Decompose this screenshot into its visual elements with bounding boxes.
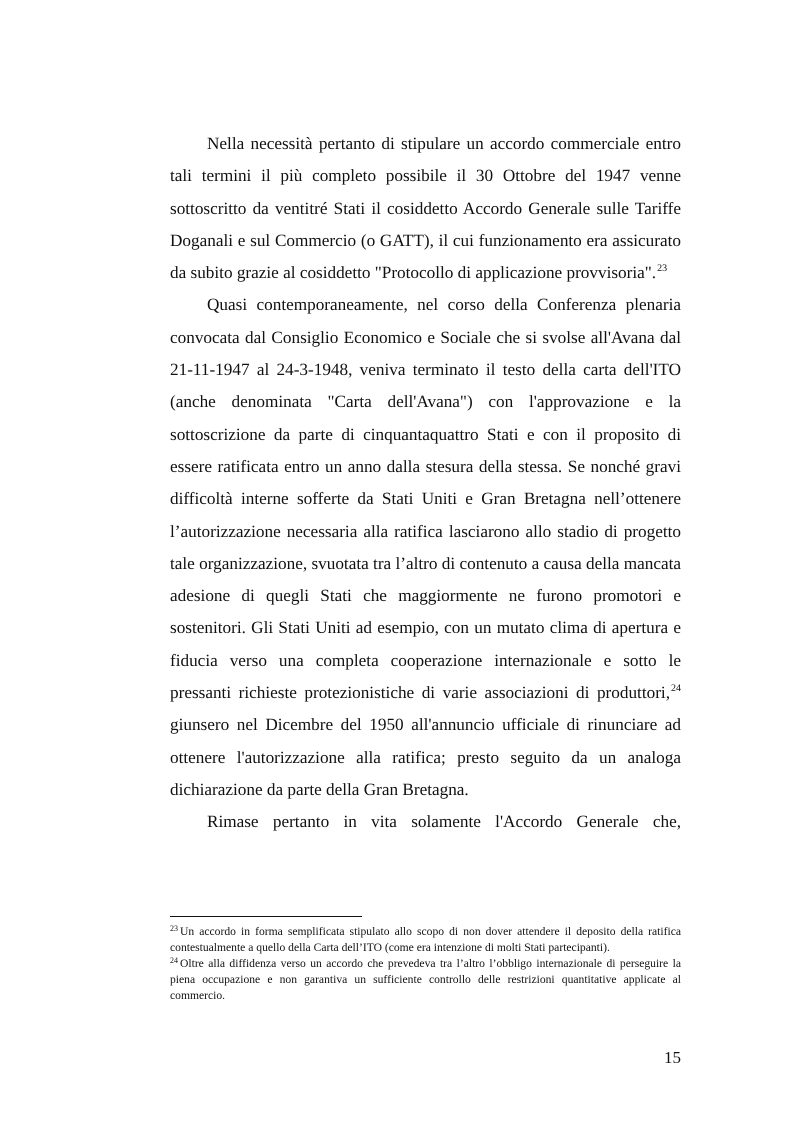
footnote-separator	[170, 916, 362, 917]
paragraph-gatt	[170, 128, 681, 289]
paragraph-text: Rimase pertanto in vita solamente l'Accordo Generale che,	[207, 812, 681, 832]
paragraph-text: Quasi contemporaneamente, nel corso della Conferenza plenaria convocata dal Consiglio Economico e Sociale che si svolse all'Avana dal 21-11-1947 al 24-3-1948, veniva terminato il testo della carta dell'ITO (anche denominata "Carta dell'Avana") con l'approvazione e la sottoscrizione da parte di cinquantaquattro Stati e con il proposito di essere ratificata entro un anno dalla stesura della stessa. Se nonché gravi difficoltà interne sofferte da Stati Uniti e Gran Bretagna nell’ottenere l’autorizzazione necessaria alla ratifica lasciarono allo stadio di progetto tale organizzazione, svuotata tra l’altro di contenuto a causa della mancata adesione di quegli Stati che maggiormente ne furono promotori e sostenitori. Gli Stati Uniti ad esempio, con un mutato clima di apertura e fiducia verso una completa cooperazione internazionale e sotto le pressanti richieste protezionistiche di varie associazioni di produttori,	[170, 295, 681, 703]
footnote-reference-23: 23	[657, 263, 668, 275]
body-text	[170, 128, 681, 839]
footnotes	[170, 924, 681, 1004]
footnote-text: Un accordo in forma semplificata stipulato allo scopo di non dover attendere il deposito della ratifica contestualmente a quello della Carta dell’ITO (come era intenzione di molti Stati partecipanti).	[170, 925, 681, 954]
footnote-reference-24: 24	[671, 683, 681, 695]
page-number: 15	[664, 1048, 681, 1067]
paragraph-general-agreement	[170, 806, 681, 838]
paragraph-ito-charter	[170, 289, 681, 806]
footnote-number: 24	[170, 956, 178, 965]
footnote-number: 23	[170, 924, 178, 933]
paragraph-text-continued: giunsero nel Dicembre del 1950 all'annuncio ufficiale di rinunciare ad ottenere l'autorizzazione alla ratifica; presto seguito da un analoga dichiarazione da parte della Gran Bretagna.	[170, 715, 681, 799]
footnote-24	[170, 956, 681, 1004]
paragraph-text: Nella necessità pertanto di stipulare un accordo commerciale entro tali termini il più completo possibile il 30 Ottobre del 1947 venne sottoscritto da ventitré Stati il cosiddetto Accordo Generale sulle Tariffe Doganali e sul Commercio (o GATT), il cui funzionamento era assicurato da subito grazie al cosiddetto "Protocollo di applicazione provvisoria".	[170, 134, 681, 283]
footnote-text: Oltre alla diffidenza verso un accordo che prevedeva tra l’altro l’obbligo internazionale di perseguire la piena occupazione e non garantiva un sufficiente controllo delle restrizioni quantitative applicate al commercio.	[170, 957, 681, 1002]
footnote-23	[170, 924, 681, 956]
